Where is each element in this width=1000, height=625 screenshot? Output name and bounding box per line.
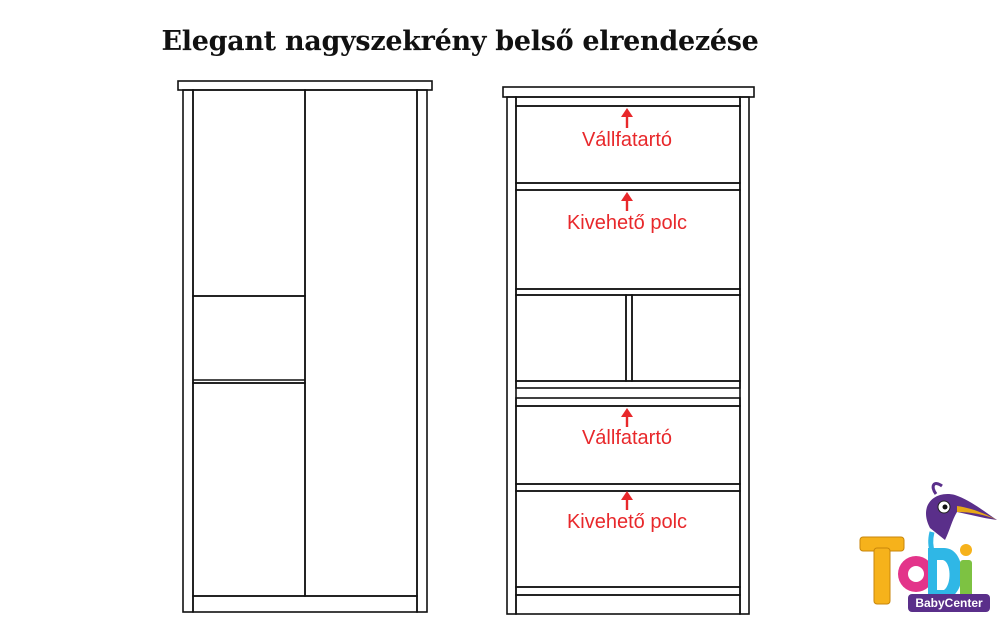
interior-shelf-1 xyxy=(516,183,740,190)
interior-shelf-3 xyxy=(516,381,740,388)
arrow-hanger-bottom xyxy=(621,408,633,427)
todi-babycenter-logo xyxy=(860,484,997,612)
page-title: Elegant nagyszekrény belső elrendezése xyxy=(161,26,759,57)
front-door-left-upper xyxy=(193,90,305,296)
label-shelf-top: Kivehető polc xyxy=(566,212,688,234)
front-top-plate xyxy=(178,81,432,90)
logo-letter-t xyxy=(860,537,904,604)
logo-tagline: BabyCenter xyxy=(915,596,983,610)
interior-top-plate xyxy=(503,87,754,97)
label-hanger-top: Vállfatartó xyxy=(581,129,673,151)
interior-shelf-4 xyxy=(516,484,740,491)
logo-letter-i xyxy=(960,544,972,600)
front-plinth xyxy=(193,596,417,612)
annotations xyxy=(567,108,687,533)
interior-cubby-right xyxy=(632,295,740,381)
interior-cubby-left xyxy=(516,295,626,381)
arrow-shelf-top xyxy=(621,192,633,211)
wardrobe-front-view xyxy=(178,81,432,612)
interior-shelf-2 xyxy=(516,289,740,295)
label-shelf-bottom: Kivehető polc xyxy=(566,511,688,533)
front-drawer xyxy=(193,296,305,383)
arrow-hanger-top xyxy=(621,108,633,128)
front-door-left-lower xyxy=(193,383,305,596)
logo-letter-d xyxy=(928,548,962,602)
wardrobe-interior-view xyxy=(503,87,754,614)
interior-rail-2 xyxy=(516,398,740,406)
interior-right-side xyxy=(740,97,749,614)
front-right-side xyxy=(417,90,427,612)
arrow-shelf-bottom xyxy=(621,491,633,510)
interior-cubby-divider xyxy=(626,295,632,381)
interior-shelf-5 xyxy=(516,587,740,595)
front-left-side xyxy=(183,90,193,612)
front-door-right xyxy=(305,90,417,596)
interior-plinth xyxy=(516,595,740,614)
interior-top-rail xyxy=(516,97,740,106)
label-hanger-bottom: Vállfatartó xyxy=(581,427,673,449)
interior-left-side xyxy=(507,97,516,614)
